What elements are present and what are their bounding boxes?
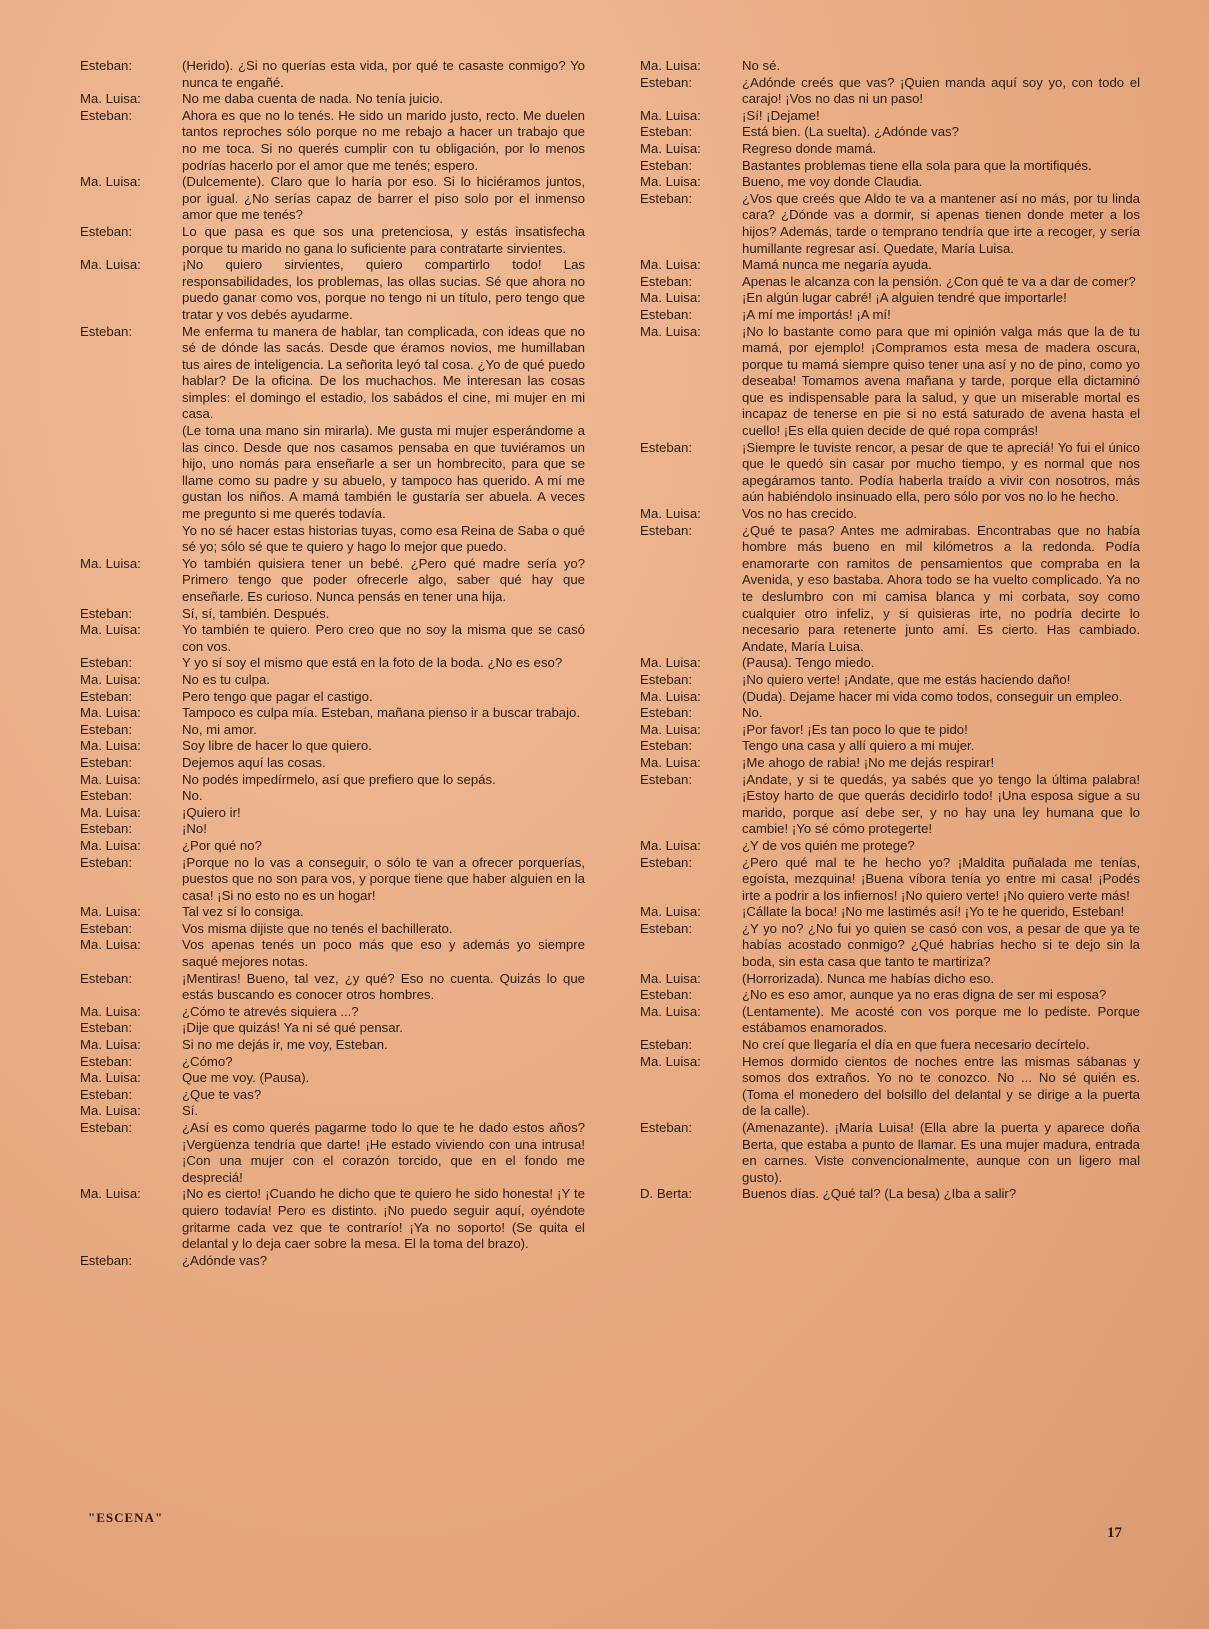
speaker-name: Esteban: [80,1020,133,1036]
dialogue-text: (Le toma una mano sin mirarla). Me gusta mi mujer esperándome a las cinco. Desde que nos casamos pensaba en que tuviéramos un hijo, uno nomás para enseñarle a ser un hombrecito, para que se llame como su padre y su abuelo, y tampoco has querido. A mí me gustan los niños. A mamá también le gustaría ser abuela. A veces me pregunto si me querés todavía. [182,423,585,522]
dialogue-line [640,921,1140,971]
speaker-name: Esteban: [640,987,693,1003]
speaker-name: Esteban: [640,124,693,140]
speaker-name: D. Berta: [640,1186,693,1202]
dialogue-line [80,324,585,424]
dialogue-text: (Herido). ¿Si no querías esta vida, por qué te casaste conmigo? Yo nunca te engañé. [182,58,585,90]
dialogue-text: (Pausa). Tengo miedo. [742,655,875,671]
speaker-name: Esteban: [80,1120,133,1135]
dialogue-line [80,606,585,623]
speaker-name: Esteban: [640,190,693,206]
speaker-name: Esteban: [640,738,693,754]
speaker-name: Esteban: [80,970,133,986]
dialogue-line [640,290,1140,307]
dialogue-line [640,523,1140,656]
speaker-name: Esteban: [640,74,693,90]
dialogue-line [80,1020,585,1037]
speaker-name: Ma. Luisa: [640,837,701,853]
dialogue-line [80,738,585,755]
speaker-name: Ma. Luisa: [640,970,701,986]
dialogue-line [640,987,1140,1004]
dialogue-line [80,855,585,905]
dialogue-text: ¡No lo bastante como para que mi opinión valga más que la de tu mamá, por ejemplo! ¡Compramos esta mesa de madera oscura, porque tu mamá siempre quiso tener una así y no de pino, como yo deseaba! Tomamos avena mañana y tarde, porque ella dictaminó que es indispensable para la salud, y que un miserable mortal es incapaz de tenerse en pie si no está saturado de avena hasta el cuello! ¡Es ella quien decide de qué ropa comprás! [742,323,1140,439]
speaker-name: Esteban: [640,1120,693,1135]
dialogue-text: (Lentamente). Me acosté con vos porque me lo pediste. Porque estábamos enamorados. [742,1003,1140,1036]
dialogue-line [640,855,1140,905]
speaker-name: Ma. Luisa: [80,804,141,820]
speaker-name: Esteban: [80,223,133,239]
dialogue-line [640,124,1140,141]
dialogue-text: ¿Por qué no? [182,837,262,853]
dialogue-line [80,705,585,722]
speaker-name: Esteban: [640,854,693,870]
speaker-name: Esteban: [80,688,133,704]
dialogue-line [80,1120,585,1186]
speaker-name: Ma. Luisa: [80,1186,141,1202]
dialogue-text: No es tu culpa. [182,671,270,687]
left-dialogue-column [80,58,585,1269]
dialogue-text: Hemos dormido cientos de noches entre las mismas sábanas y somos dos extraños. Yo no te conozco. No ... No sé quién es. (Toma el monedero del bolsillo del delantal y se dirige a la puerta de la calle). [742,1053,1140,1119]
dialogue-text: No sé. [742,58,781,73]
dialogue-text: No. [742,705,763,721]
speaker-name: Ma. Luisa: [80,904,141,920]
speaker-name: Esteban: [640,671,693,687]
dialogue-line [80,772,585,789]
dialogue-line [640,1037,1140,1054]
speaker-name: Esteban: [80,754,133,770]
dialogue-text: Si no me dejás ir, me voy, Esteban. [182,1037,388,1053]
dialogue-line [80,821,585,838]
dialogue-line [640,158,1140,175]
speaker-name: Esteban: [640,920,693,936]
dialogue-line [80,1054,585,1071]
speaker-name: Ma. Luisa: [80,1103,141,1119]
speaker-name: Ma. Luisa: [80,671,141,687]
magazine-name: "ESCENA" [88,1510,164,1525]
dialogue-text: Pero tengo que pagar el castigo. [182,688,373,704]
dialogue-line [640,971,1140,988]
speaker-name: Ma. Luisa: [640,655,701,671]
dialogue-text: ¡Quiero ir! [182,804,241,820]
dialogue-line [80,689,585,706]
dialogue-line [80,224,585,257]
speaker-name: Ma. Luisa: [80,555,141,571]
speaker-name: Esteban: [80,107,133,123]
right-dialogue-column [640,58,1140,1203]
dialogue-text: ¿Que te vas? [182,1086,262,1102]
dialogue-text: No. [182,788,203,804]
speaker-name: Ma. Luisa: [640,688,701,704]
speaker-name: Esteban: [80,1053,133,1069]
dialogue-line [640,672,1140,689]
speaker-name: Ma. Luisa: [640,506,701,522]
dialogue-line [80,904,585,921]
dialogue-text: Bueno, me voy donde Claudia. [742,174,923,190]
dialogue-line [80,622,585,655]
speaker-name: Esteban: [640,273,693,289]
dialogue-text: ¿No es eso amor, aunque ya no eras digna de ser mi esposa? [742,987,1107,1003]
dialogue-text: Buenos días. ¿Qué tal? (La besa) ¿Iba a salir? [742,1186,1017,1202]
dialogue-line [640,1054,1140,1120]
speaker-name: Esteban: [80,920,133,936]
dialogue-text: Lo que pasa es que sos una pretenciosa, y estás insatisfecha porque tu marido no gana lo suficiente para contratarte sirvientes. [182,223,585,256]
dialogue-line [80,838,585,855]
dialogue-text: (Amenazante). ¡María Luisa! (Ella abre la puerta y aparece doña Berta, que estaba a punto de llamar. Es una mujer madura, entrada en carnes. Viste convencionalmente, aunque con un ligero mal gusto). [742,1120,1140,1185]
speaker-name: Ma. Luisa: [640,754,701,770]
dialogue-line [80,788,585,805]
dialogue-text: ¡Siempre le tuviste rencor, a pesar de que te apreciá! Yo fui el único que le quedó sin casar por mucho tiempo, y es normal que nos apegáramos tanto. Podía haberla traído a vivir con nosotros, más aún habiéndolo insinuado ella, pero sólo por vos no lo he hecho. [742,439,1140,505]
dialogue-line [80,91,585,108]
speaker-name: Ma. Luisa: [640,323,701,339]
speaker-name: Esteban: [640,771,693,787]
speaker-name: Esteban: [640,522,693,538]
dialogue-text: ¿Y de vos quién me protege? [742,837,915,853]
dialogue-line [80,921,585,938]
dialogue-line [80,805,585,822]
dialogue-text: Mamá nunca me negaría ayuda. [742,257,932,273]
dialogue-text: Regreso donde mamá. [742,140,877,156]
speaker-name: Esteban: [80,721,133,737]
dialogue-line [80,1087,585,1104]
dialogue-line [640,174,1140,191]
dialogue-text: Y yo sí soy el mismo que está en la foto de la boda. ¿No es eso? [182,655,563,671]
speaker-name: Esteban: [640,306,693,322]
speaker-name: Ma. Luisa: [640,1053,701,1069]
dialogue-line [640,191,1140,257]
speaker-name: Ma. Luisa: [640,140,701,156]
dialogue-text: Sí. [182,1103,199,1119]
dialogue-line [80,722,585,739]
dialogue-text: ¡No quiero sirvientes, quiero compartirlo todo! Las responsabilidades, los problemas, las ollas sucias. Sé que ahora no puedo ganar como vos, porque no tengo ni un título, pero tengo que tratar y vos debés ayudarme. [182,257,585,322]
speaker-name: Ma. Luisa: [80,837,141,853]
dialogue-text: Vos misma dijiste que no tenés el bachillerato. [182,920,453,936]
dialogue-line [80,1070,585,1087]
speaker-name: Ma. Luisa: [640,174,701,190]
page-number: 17 [1107,1525,1122,1541]
dialogue-line [640,1120,1140,1186]
dialogue-text: ¿Así es como querés pagarme todo lo que te he dado estos años? ¡Vergüenza tendría que darte! ¡He estado viviendo con una intrusa! ¡Con una mujer con el corazón torcido, que en el fondo me despreciá! [182,1120,585,1185]
dialogue-text: Dejemos aquí las cosas. [182,754,326,770]
speaker-name: Esteban: [80,605,133,621]
dialogue-line [640,324,1140,440]
speaker-name: Ma. Luisa: [640,290,701,306]
dialogue-text: Yo no sé hacer estas historias tuyas, como esa Reina de Saba o qué sé yo; sólo sé que te quiero y hago lo mejor que puedo. [182,522,585,555]
dialogue-text: Tal vez sí lo consiga. [182,904,304,920]
speaker-name: Ma. Luisa: [80,738,141,754]
speaker-name: Ma. Luisa: [640,58,701,73]
speaker-name: Esteban: [80,655,133,671]
speaker-name: Ma. Luisa: [80,937,141,953]
speaker-name: Ma. Luisa: [640,107,701,123]
dialogue-text: ¿Adónde vas? [182,1252,268,1268]
dialogue-text: ¡A mí me importás! ¡A mí! [742,306,891,322]
dialogue-line [640,257,1140,274]
dialogue-text: Yo también quisiera tener un bebé. ¿Pero qué madre sería yo? Primero tengo que poder ofrecerle algo, saber qué hay que enseñarle. Es curioso. Nunca pensás en tener una hija. [182,555,585,604]
dialogue-line [80,58,585,91]
speaker-name: Esteban: [80,1252,133,1268]
dialogue-text: ¡No es cierto! ¡Cuando he dicho que te quiero he sido honesta! ¡Y te quiero todavía! Pero es distinto. ¡No puedo seguir aquí, oyéndote gritarme cada vez que te contrarío! ¡Ya no soporto! (Se quita el delantal y lo deja caer sobre la mesa. El la toma del brazo). [182,1186,585,1252]
speaker-name: Ma. Luisa: [80,174,141,190]
speaker-name: Ma. Luisa: [80,771,141,787]
dialogue-text: Ahora es que no lo tenés. He sido un marido justo, recto. Me duelen tantos reproches sólo porque no me rebajo a hacer un trabajo que no me toca. Si no querés cumplir con tu obligación, por lo menos podrías hacerlo por el amor que me tenés; espero. [182,107,585,173]
dialogue-line [640,274,1140,291]
dialogue-line [80,1037,585,1054]
speaker-name: Ma. Luisa: [80,1003,141,1019]
dialogue-text: ¿Pero qué mal te he hecho yo? ¡Maldita puñalada me tenías, egoísta, mezquina! ¡Buena víbora tenía yo entre mi casa! ¡Podés irte a podrir a los infiernos! ¡No quiero verte! ¡No quiero verte más! [742,854,1140,903]
dialogue-text: ¡Dije que quizás! Ya ni sé qué pensar. [182,1020,403,1036]
dialogue-text: ¡En algún lugar cabré! ¡A alguien tendré que importarle! [742,290,1067,306]
dialogue-line [640,58,1140,75]
dialogue-text: ¡Por favor! ¡Es tan poco lo que te pido! [742,721,968,737]
dialogue-text: ¡No quiero verte! ¡Andate, que me estás haciendo daño! [742,671,1071,687]
dialogue-line [640,108,1140,125]
speaker-name: Ma. Luisa: [640,257,701,273]
speaker-name: Ma. Luisa: [640,904,701,920]
dialogue-line [640,705,1140,722]
dialogue-text: Me enferma tu manera de hablar, tan complicada, con ideas que no sé de dónde las sacás. Desde que éramos novios, me humillaban tus aires de inteligencia. La señorita leyó tal cosa. ¿Yo de qué puedo hablar? De la oficina. De los muchachos. Me interesan las cosas simples: el domingo el estadio, los sabádos el cine, mi mujer en mi casa. [182,323,585,422]
dialogue-text: No creí que llegaría el día en que fuera necesario decírtelo. [742,1037,1090,1053]
speaker-name: Esteban: [640,157,693,173]
dialogue-text: Yo también te quiero. Pero creo que no soy la misma que se casó con vos. [182,622,585,654]
dialogue-text: Apenas le alcanza con la pensión. ¿Con qué te va a dar de comer? [742,273,1136,289]
dialogue-line [80,523,585,556]
dialogue-line [640,506,1140,523]
dialogue-line [80,556,585,606]
dialogue-line [640,838,1140,855]
speaker-name: Ma. Luisa: [80,622,141,638]
speaker-name: Esteban: [80,58,133,73]
dialogue-line [640,722,1140,739]
dialogue-text: ¡Andate, y si te quedás, ya sabés que yo tengo la última palabra! ¡Estoy harto de que querás decidirlo todo! ¡Una esposa sigue a su marido, porque así debe ser, y no hay una ley humana que lo cambie! ¡Yo sé cómo protegerte! [742,771,1140,837]
dialogue-text: Está bien. (La suelta). ¿Adónde vas? [742,124,959,140]
dialogue-text: Sí, sí, también. Después. [182,605,330,621]
dialogue-line [640,141,1140,158]
dialogue-line [640,307,1140,324]
dialogue-text: Soy libre de hacer lo que quiero. [182,738,372,754]
dialogue-line [80,971,585,1004]
dialogue-line [640,755,1140,772]
dialogue-line [80,174,585,224]
dialogue-line [80,655,585,672]
dialogue-line [640,689,1140,706]
dialogue-line [80,108,585,174]
dialogue-text: ¿Vos que creés que Aldo te va a mantener así no más, por tu linda cara? ¿Dónde vas a dormir, si apenas tienen donde meter a los hijos? Además, tarde o temprano tendría que irte a recoger, y sería humillante regresar así. Quedate, María Luisa. [742,190,1140,256]
dialogue-text: ¡Cállate la boca! ¡No me lastimés así! ¡Yo te he querido, Esteban! [742,904,1125,920]
dialogue-line [80,672,585,689]
speaker-name: Ma. Luisa: [80,1037,141,1053]
dialogue-text: Que me voy. (Pausa). [182,1070,310,1086]
dialogue-text: No, mi amor. [182,721,257,737]
dialogue-line [640,1186,1140,1203]
dialogue-text: ¡No! [182,821,207,837]
dialogue-text: ¡Porque no lo vas a conseguir, o sólo te van a ofrecer porquerías, puestos que no son para vos, y porque tiene que haber alguien en la casa! ¡Si no esto no es un hogar! [182,854,585,903]
dialogue-line [640,1004,1140,1037]
dialogue-line [640,772,1140,838]
speaker-name: Ma. Luisa: [80,705,141,721]
speaker-name: Esteban: [80,854,133,870]
dialogue-text: Vos no has crecido. [742,506,858,522]
dialogue-line [80,937,585,970]
speaker-name: Ma. Luisa: [640,721,701,737]
speaker-name: Esteban: [640,1037,693,1053]
speaker-name: Ma. Luisa: [640,1003,701,1019]
dialogue-text: (Dulcemente). Claro que lo haría por eso. Si lo hiciéramos juntos, por igual. ¿No serías capaz de barrer el piso solo por el inmenso amor que me tenés? [182,174,585,223]
dialogue-text: ¿Cómo? [182,1053,233,1069]
dialogue-line [640,75,1140,108]
dialogue-text: ¿Y yo no? ¿No fui yo quien se casó con vos, a pesar de que ya te habías acostado conmigo? ¿Qué habrías hecho si te dejo sin la boda, sin esta casa que tanto te martiriza? [742,920,1140,970]
speaker-name: Esteban: [80,788,133,804]
dialogue-line [640,655,1140,672]
speaker-name: Esteban: [640,705,693,721]
dialogue-text: Bastantes problemas tiene ella sola para que la mortifiqués. [742,157,1092,173]
dialogue-text: ¡Me ahogo de rabia! ¡No me dejás respirar! [742,754,995,770]
dialogue-text: No podés impedírmelo, así que prefiero que lo sepás. [182,771,496,787]
speaker-name: Ma. Luisa: [80,91,141,107]
dialogue-line [80,1186,585,1252]
dialogue-text: Tampoco es culpa mía. Esteban, mañana pienso ir a buscar trabajo. [182,705,581,721]
dialogue-line [80,1103,585,1120]
speaker-name: Esteban: [80,1086,133,1102]
speaker-name: Ma. Luisa: [80,1070,141,1086]
dialogue-text: ¡Mentiras! Bueno, tal vez, ¿y qué? Eso no cuenta. Quizás lo que estás buscando es conocer otros hombres. [182,970,585,1003]
dialogue-line [80,257,585,323]
dialogue-text: Tengo una casa y allí quiero a mi mujer. [742,738,975,754]
speaker-name: Esteban: [640,439,693,455]
dialogue-text: No me daba cuenta de nada. No tenía juicio. [182,91,443,107]
dialogue-line [80,1253,585,1270]
speaker-name: Ma. Luisa: [80,257,141,273]
dialogue-text: ¿Qué te pasa? Antes me admirabas. Encontrabas que no había hombre más bueno en mil kilómetros a la redonda. Podía enamorarte con ramitos de pensamientos que compraba en la Avenida, y eso bastaba. Ahora todo se ha vuelto complicado. Ya no te deslumbro con mi camisa blanca y mi corbata, soy como cualquier otro infeliz, y si quisieras irte, no podría decirte lo necesario para retenerte junto amí. Es cierto. Has cambiado. Andate, María Luisa. [742,522,1140,654]
dialogue-text: ¿Cómo te atrevés siquiera ...? [182,1003,359,1019]
dialogue-line [80,423,585,523]
speaker-name: Esteban: [80,821,133,837]
speaker-name: Esteban: [80,323,133,339]
dialogue-text: ¿Adónde creés que vas? ¡Quien manda aquí soy yo, con todo el carajo! ¡Vos no das ni un paso! [742,74,1140,107]
dialogue-text: (Horrorizada). Nunca me habías dicho eso. [742,970,995,986]
dialogue-line [640,904,1140,921]
dialogue-line [80,755,585,772]
dialogue-line [80,1004,585,1021]
dialogue-line [640,738,1140,755]
dialogue-text: (Duda). Dejame hacer mi vida como todos, conseguir un empleo. [742,688,1123,704]
dialogue-line [640,440,1140,506]
dialogue-text: ¡Sí! ¡Dejame! [742,107,820,123]
dialogue-text: Vos apenas tenés un poco más que eso y además yo siempre saqué mejores notas. [182,937,585,970]
